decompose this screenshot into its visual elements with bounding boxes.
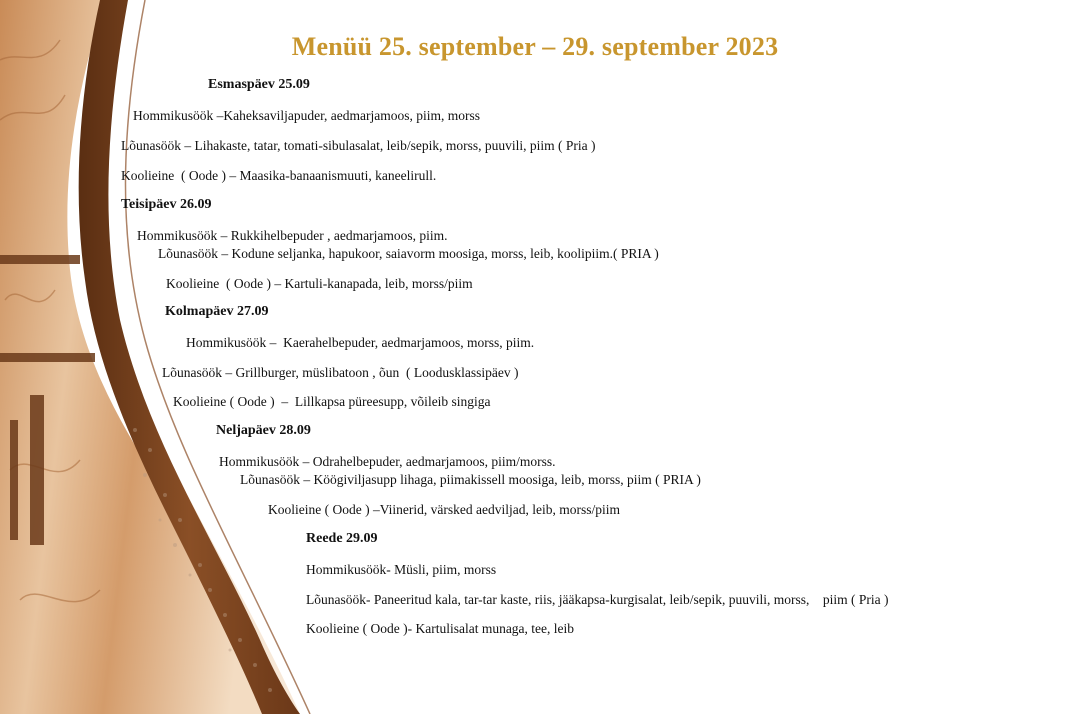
- monday-snack: Koolieine ( Oode ) – Maasika-banaanismuuti, kaneelirull.: [121, 168, 437, 183]
- monday-lunch: Lõunasöök – Lihakaste, tatar, tomati-sibulasalat, leib/sepik, morss, puuvili, piim ( Pria ): [121, 138, 596, 153]
- friday-snack: Koolieine ( Oode )- Kartulisalat munaga, tee, leib: [306, 621, 575, 636]
- day-heading-tuesday: Teisipäev 26.09: [121, 197, 212, 212]
- tuesday-snack: Koolieine ( Oode ) – Kartuli-kanapada, leib, morss/piim: [166, 276, 473, 291]
- friday-breakfast: Hommikusöök- Müsli, piim, morss: [306, 562, 497, 577]
- wednesday-lunch: Lõunasöök – Grillburger, müslibatoon , õun ( Loodusklassipäev ): [162, 365, 519, 380]
- day-heading-wednesday: Kolmapäev 27.09: [165, 304, 269, 319]
- thursday-lunch: Lõunasöök – Köögiviljasupp lihaga, piimakissell moosiga, leib, morss, piim ( PRIA ): [240, 472, 701, 487]
- friday-lunch: Lõunasöök- Paneeritud kala, tar-tar kaste, riis, jääkapsa-kurgisalat, leib/sepik, puuvili, morss, piim ( Pria ): [306, 592, 889, 607]
- thursday-breakfast: Hommikusöök – Odrahelbepuder, aedmarjamoos, piim/morss.: [219, 454, 556, 469]
- menu-title: Menüü 25. september – 29. september 2023: [291, 32, 779, 61]
- tuesday-lunch: Lõunasöök – Kodune seljanka, hapukoor, saiavorm moosiga, morss, leib, koolipiim.( PRIA ): [158, 246, 659, 261]
- day-heading-friday: Reede 29.09: [306, 531, 378, 546]
- wednesday-breakfast: Hommikusöök – Kaerahelbepuder, aedmarjamoos, morss, piim.: [186, 335, 535, 350]
- wednesday-snack: Koolieine ( Oode ) – Lillkapsa püreesupp, võileib singiga: [173, 394, 491, 409]
- thursday-snack: Koolieine ( Oode ) –Viinerid, värsked aedviljad, leib, morss/piim: [268, 502, 620, 517]
- day-heading-thursday: Neljapäev 28.09: [216, 423, 311, 438]
- day-heading-monday: Esmaspäev 25.09: [208, 77, 310, 92]
- tuesday-breakfast: Hommikusöök – Rukkihelbepuder , aedmarjamoos, piim.: [137, 228, 448, 243]
- monday-breakfast: Hommikusöök –Kaheksaviljapuder, aedmarjamoos, piim, morss: [133, 108, 481, 123]
